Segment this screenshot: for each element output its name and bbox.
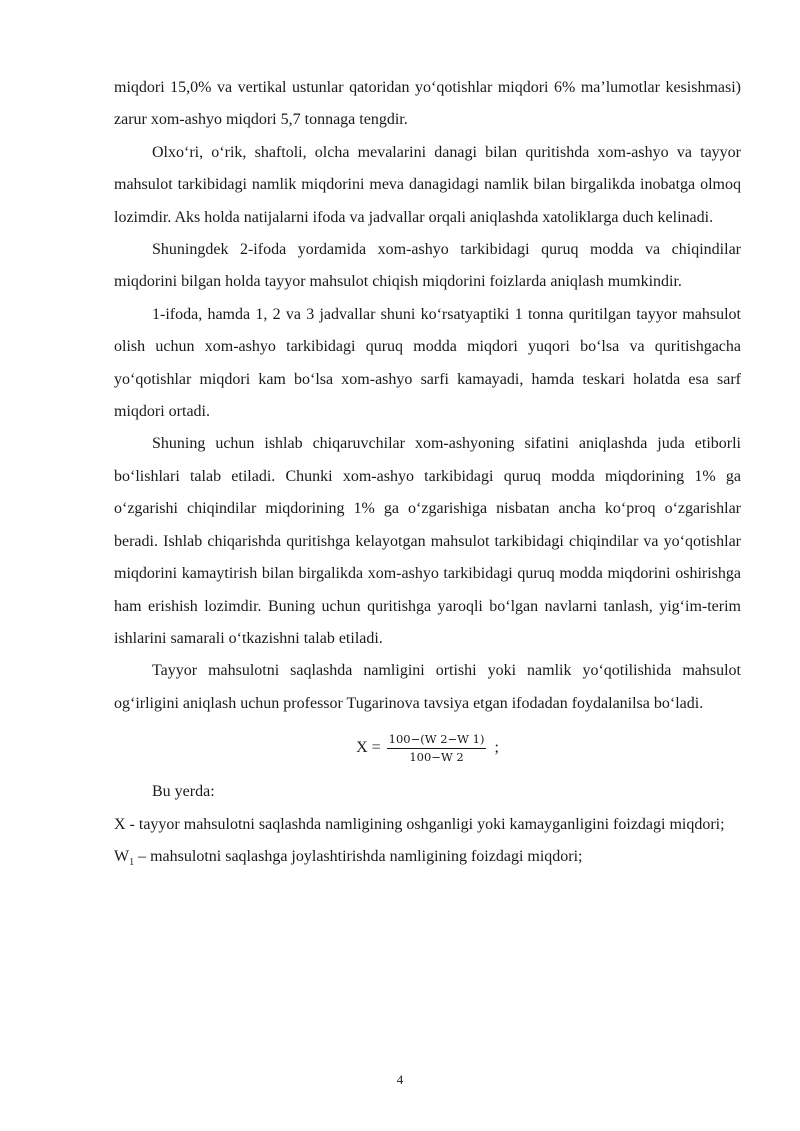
paragraph-quality: Shuning uchun ishlab chiqaruvchilar xom-ashyoning sifatini aniqlashda juda etiborli bo‘lishlari talab etiladi. Chunki xom-ashyo tarkibidagi quruq modda miqdorining 1% ga o‘zgarishi chiqindilar miqdorining 1% ga o‘zgarishiga nisbatan ancha ko‘proq o‘zgarishlar beradi. Ishlab chiqarishda quritishga kelayotgan mahsulot tarkibidagi chiqindilar va yo‘qotishlar miqdorini kamaytirish bilan birgalikda xom-ashyo tarkibidagi quruq modda miqdorini oshirishga ham erishish lozimdir. Buning uchun quritishga yaroqli bo‘lgan navlarni tanlash, yig‘im-terim ishlarini samarali o‘tkazishni talab etiladi.: [114, 435, 741, 647]
paragraph-pitted-fruits: Olxo‘ri, o‘rik, shaftoli, olcha mevalarini danagi bilan quritishda xom-ashyo va tayyor mahsulot tarkibidagi namlik miqdorini meva danagidagi namlik bilan birgalikda inobatga olmoq lozimdir. Aks holda natijalarni ifoda va jadvallar orqali aniqlashda xatoliklarga duch kelinadi.: [114, 143, 741, 226]
page-number: 4: [396, 1072, 404, 1087]
paragraph-continuation: miqdori 15,0% va vertikal ustunlar qatoridan yo‘qotishlar miqdori 6% ma’lumotlar kesishmasi) zarur xom-ashyo miqdori 5,7 tonnaga tengdir.: [114, 79, 741, 129]
w1-definition-text: – mahsulotni saqlashga joylashtirishda namligining foizdagi miqdori;: [134, 847, 583, 865]
formula: [114, 720, 741, 776]
paragraph-formula-2: Shuningdek 2-ifoda yordamida xom-ashyo tarkibidagi quruq modda va chiqindilar miqdorini bilgan holda tayyor mahsulot chiqish miqdorini foizlarda aniqlash mumkindir.: [114, 241, 741, 291]
definition-x: X - tayyor mahsulotni saqlashda namligining oshganligi yoki kamayganligini foizdagi miqdori;: [114, 815, 725, 833]
definitions-intro: Bu yerda:: [152, 783, 215, 801]
formula-lhs: X =: [356, 739, 381, 757]
w1-subscript: 1: [129, 857, 135, 869]
page-body: [114, 72, 741, 880]
formula-terminator: ;: [494, 739, 499, 757]
formula-fraction: [387, 732, 487, 765]
formula-denominator: 100−W 2: [409, 749, 464, 764]
formula-numerator: 100−(W 2−W 1): [387, 732, 487, 749]
paragraph-tables: 1-ifoda, hamda 1, 2 va 3 jadvallar shuni ko‘rsatyaptiki 1 tonna quritilgan tayyor mahsulot olish uchun xom-ashyo tarkibidagi quruq modda miqdori yuqori bo‘lsa va quritishgacha yo‘qotishlar miqdori kam bo‘lsa xom-ashyo sarfi kamayadi, hamda teskari holatda esa sarf miqdori ortadi.: [114, 305, 741, 421]
definition-w1: [114, 841, 741, 880]
paragraph-storage: Tayyor mahsulotni saqlashda namligini ortishi yoki namlik yo‘qotilishida mahsulot og‘irligini aniqlash uchun professor Tugarinova tavsiya etgan ifodadan foydalanilsa bo‘ladi.: [114, 662, 741, 712]
w1-symbol: W: [114, 847, 130, 865]
